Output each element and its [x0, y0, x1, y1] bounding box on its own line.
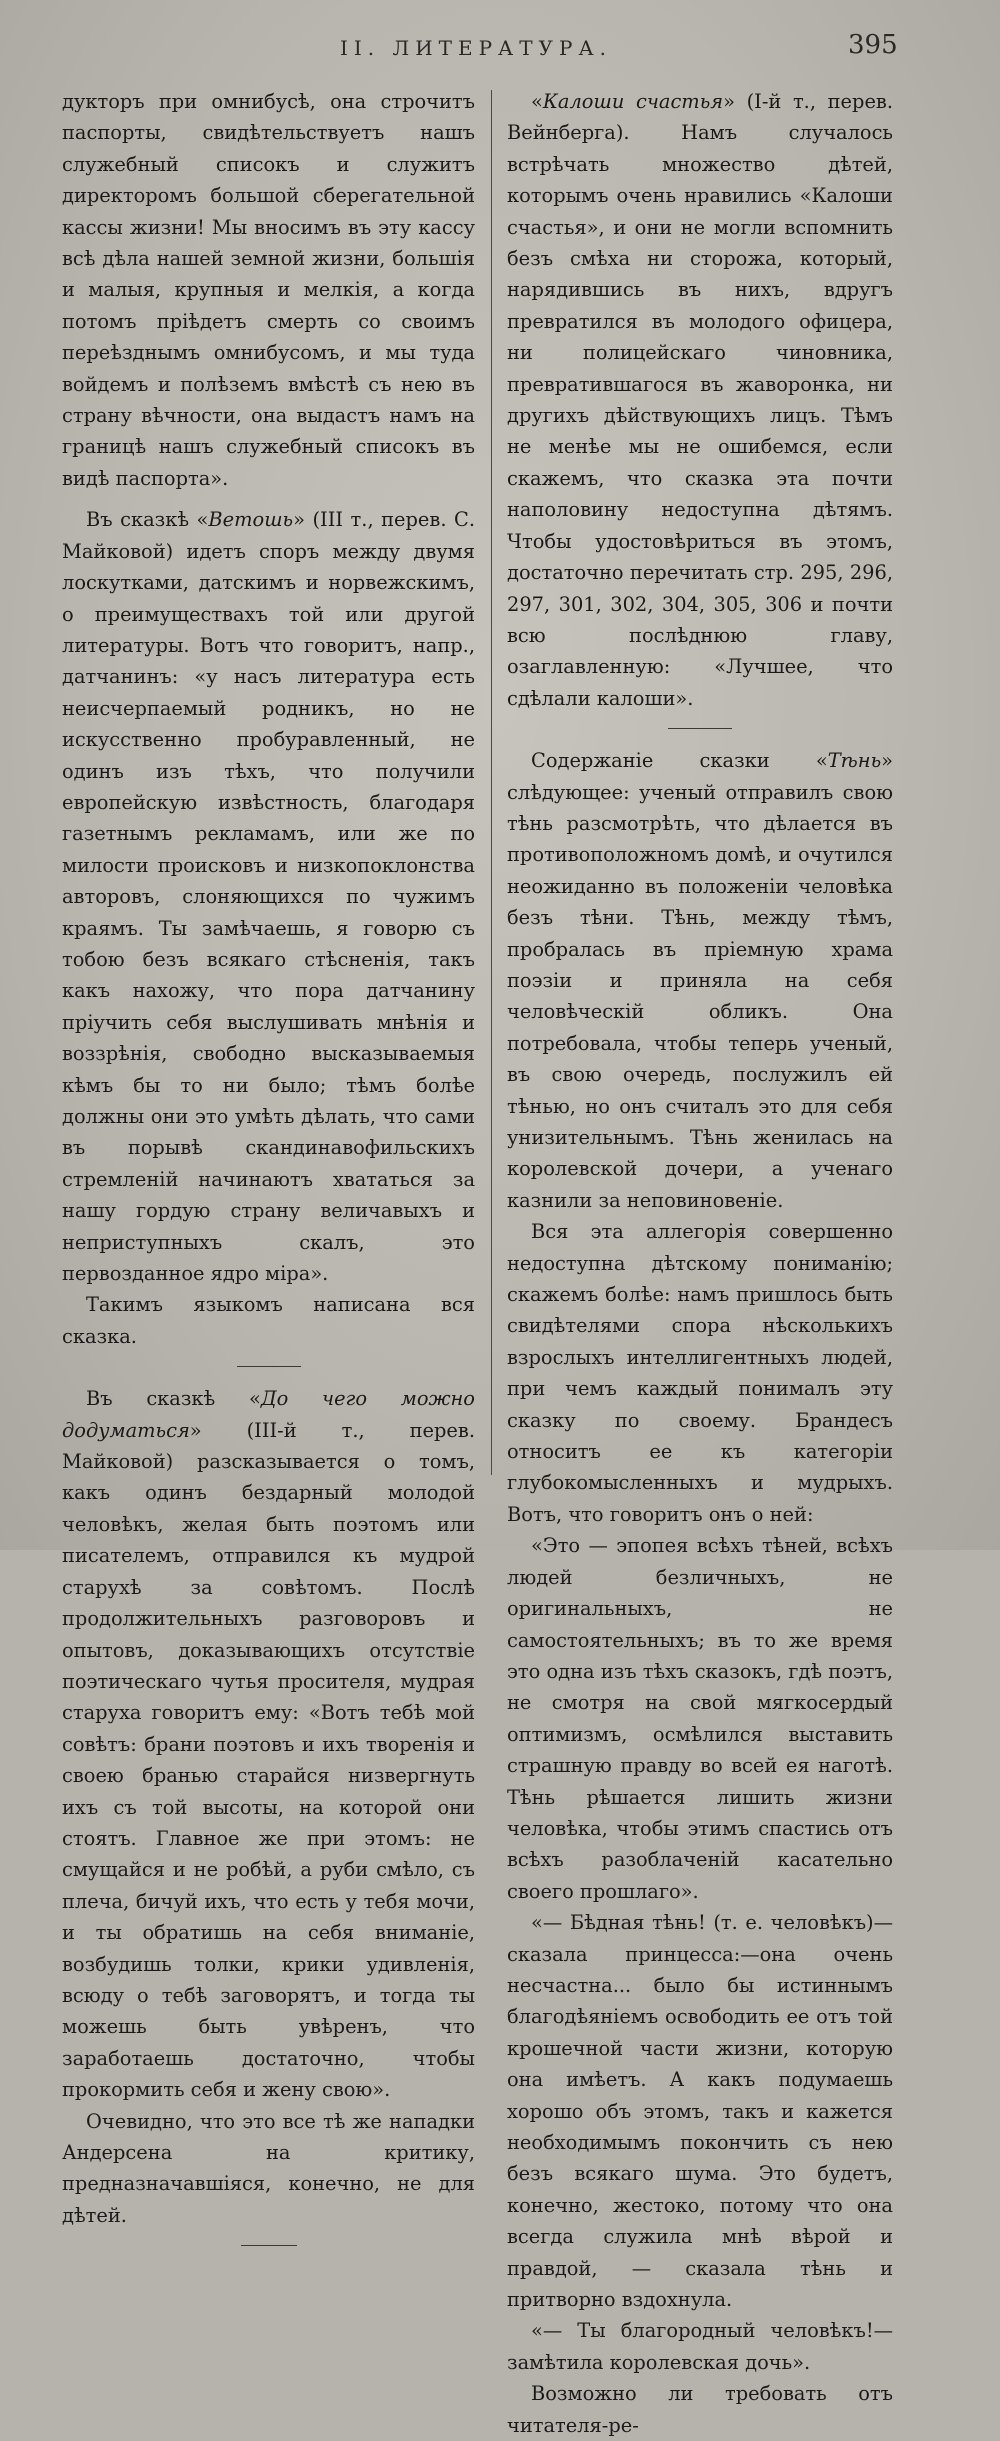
right-column: [507, 86, 893, 2441]
paragraph: дукторъ при омнибусѣ, она строчитъ паспорты, свидѣтельствуетъ нашъ служебный списокъ и служитъ директоромъ большой сберегательной кассы жизни! Мы вносимъ въ эту кассу всѣ дѣла нашей земной жизни, большія и малыя, крупныя и мелкія, а когда потомъ пріѣдетъ смерть со своимъ переѣзднымъ омнибусомъ, и мы туда войдемъ и полѣземъ вмѣстѣ съ нею въ страну вѣчности, она выдастъ намъ на границѣ нашъ служебный списокъ въ видѣ паспорта».: [62, 90, 475, 490]
story-title: Тѣнь: [827, 749, 882, 773]
section-divider: [668, 728, 732, 729]
column-rule: [491, 90, 492, 1475]
paragraph: Вся эта аллегорія совершенно недоступна дѣтскому пониманію; скажемъ болѣе: намъ пришлось быть свидѣтелями спора нѣсколькихъ взрослыхъ интеллигентныхъ людей, при чемъ каждый понималъ эту сказку по своему. Брандесъ относитъ ее къ категоріи глубокомысленныхъ и мудрыхъ. Вотъ, что говоритъ онъ о ней:: [507, 1220, 893, 1526]
running-header: [0, 30, 1000, 70]
quote-paragraph: «Это — эпопея всѣхъ тѣней, всѣхъ людей безличныхъ, не оригинальныхъ, не самостоятельныхъ; въ то же время это одна изъ тѣхъ сказокъ, гдѣ поэтъ, не смотря на свой мягкосердый оптимизмъ, осмѣлился выставить страшную правду во всей ея наготѣ. Тѣнь рѣшается лишить жизни человѣка, чтобы этимъ спастись отъ всѣхъ разоблаченій касательно своего прошлаго».: [507, 1534, 893, 1903]
paragraph: Такимъ языкомъ написана вся сказка.: [62, 1293, 475, 1348]
left-column: [62, 86, 475, 2262]
paragraph: Возможно ли требовать отъ читателя-ре-: [507, 2382, 893, 2437]
section-title: II. ЛИТЕРАТУРА.: [340, 36, 612, 60]
story-title: Калоши счастья: [542, 90, 724, 113]
paragraph: Содержаніе сказки «Тѣнь» слѣдующее: ученый отправилъ свою тѣнь разсмотрѣть, что дѣлается въ противоположномъ домѣ, и очутился неожиданно въ положеніи человѣка безъ тѣни. Тѣнь, между тѣмъ, пробралась въ пріемную храма поэзіи и приняла на себя человѣческій обликъ. Она потребовала, чтобы теперь ученый, въ свою очередь, послужилъ ей тѣнью, но онъ считалъ это для себя унизительнымъ. Тѣнь женилась на королевской дочери, а ученаго казнили за неповиновеніе.: [507, 749, 893, 1212]
quote-paragraph: «— Ты благородный человѣкъ!—замѣтила королевская дочь».: [507, 2319, 893, 2374]
story-title: До чего можно додуматься: [62, 1387, 475, 1442]
paragraph: «Калоши счастья» (I-й т., перев. Вейнберга). Намъ случалось встрѣчать множество дѣтей, которымъ очень нравились «Калоши счастья», и они не могли вспомнить безъ смѣха ни сторожа, который, нарядившись въ нихъ, вдругъ превратился въ молодого офицера, ни полицейскаго чиновника, превратившагося въ жаворонка, ни другихъ дѣйствующихъ лицъ. Тѣмъ не менѣе мы не ошибемся, если скажемъ, что сказка эта почти наполовину недоступна дѣтямъ. Чтобы удостовѣриться въ этомъ, достаточно перечитать стр. 295, 296, 297, 301, 302, 304, 305, 306 и почти всю послѣднюю главу, озаглавленную: «Лучшее, что сдѣлали калоши».: [507, 90, 894, 710]
paragraph: Очевидно, что это все тѣ же нападки Андерсена на критику, предназначавшіяся, конечно, не для дѣтей.: [62, 2109, 475, 2227]
section-divider: [237, 1366, 301, 1367]
paragraph: Въ сказкѣ «Ветошь» (III т., перев. С. Майковой) идетъ споръ между двумя лоскутками, датскимъ и норвежскимъ, о преимуществахъ той или другой литературы. Вотъ что говоритъ, напр., датчанинъ: «у насъ литература есть неисчерпаемый родникъ, но не искусственно пробуравленный, не одинъ изъ тѣхъ, что получили европейскую извѣстность, благодаря газетнымъ рекламамъ, или же по милости происковъ и низкопоклонства авторовъ, слоняющихся по чужимъ краямъ. Ты замѣчаешь, я говорю съ тобою безъ всякаго стѣсненія, такъ какъ нахожу, что пора датчанину пріучить себя выслушивать мнѣнія и воззрѣнія, свободно высказываемыя кѣмъ бы то ни было; тѣмъ болѣе должны они это умѣть дѣлать, что сами въ порывѣ скандинавофильскихъ стремленій начинаютъ хвататься за нашу гордую страну величавыхъ и неприступныхъ скалъ, это первозданное ядро міра».: [62, 508, 475, 1286]
paragraph: Въ сказкѣ «До чего можно додуматься» (III-й т., перев. Майковой) разсказывается о томъ, какъ одинъ бездарный молодой человѣкъ, желая быть поэтомъ или писателемъ, отправился къ мудрой старухѣ за совѣтомъ. Послѣ продолжительныхъ разговоровъ и опытовъ, доказывающихъ отсутствіе поэтическаго чутья просителя, мудрая старуха говоритъ ему: «Вотъ тебѣ мой совѣтъ: брани поэтовъ и ихъ творенія и своею бранью старайся низвергнуть ихъ съ той высоты, на которой они стоятъ. Главное же при этомъ: не смущайся и не робѣй, а руби смѣло, съ плеча, бичуй ихъ, что есть у тебя мочи, и ты обратишь на себя вниманіе, возбудишь толки, крики удивленія, всюду о тебѣ заговорятъ, и тогда ты можешь быть увѣренъ, что заработаешь достаточно, чтобы прокормить себя и жену свою».: [62, 1387, 475, 2102]
story-title: Ветошь: [208, 508, 294, 532]
quote-paragraph: «— Бѣдная тѣнь! (т. е. человѣкъ)—сказала принцесса:—она очень несчастна... было бы истиннымъ благодѣяніемъ освободить ее отъ той крошечной части жизни, которую она имѣетъ. А какъ подумаешь хорошо объ этомъ, такъ и кажется необходимымъ покончить съ нею безъ всякаго шума. Это будетъ, конечно, жестоко, потому что она всегда служила мнѣ вѣрой и правдой, — сказала тѣнь и притворно вздохнула.: [507, 1911, 893, 2312]
section-divider: [241, 2245, 297, 2246]
page-number: 395: [848, 30, 898, 60]
